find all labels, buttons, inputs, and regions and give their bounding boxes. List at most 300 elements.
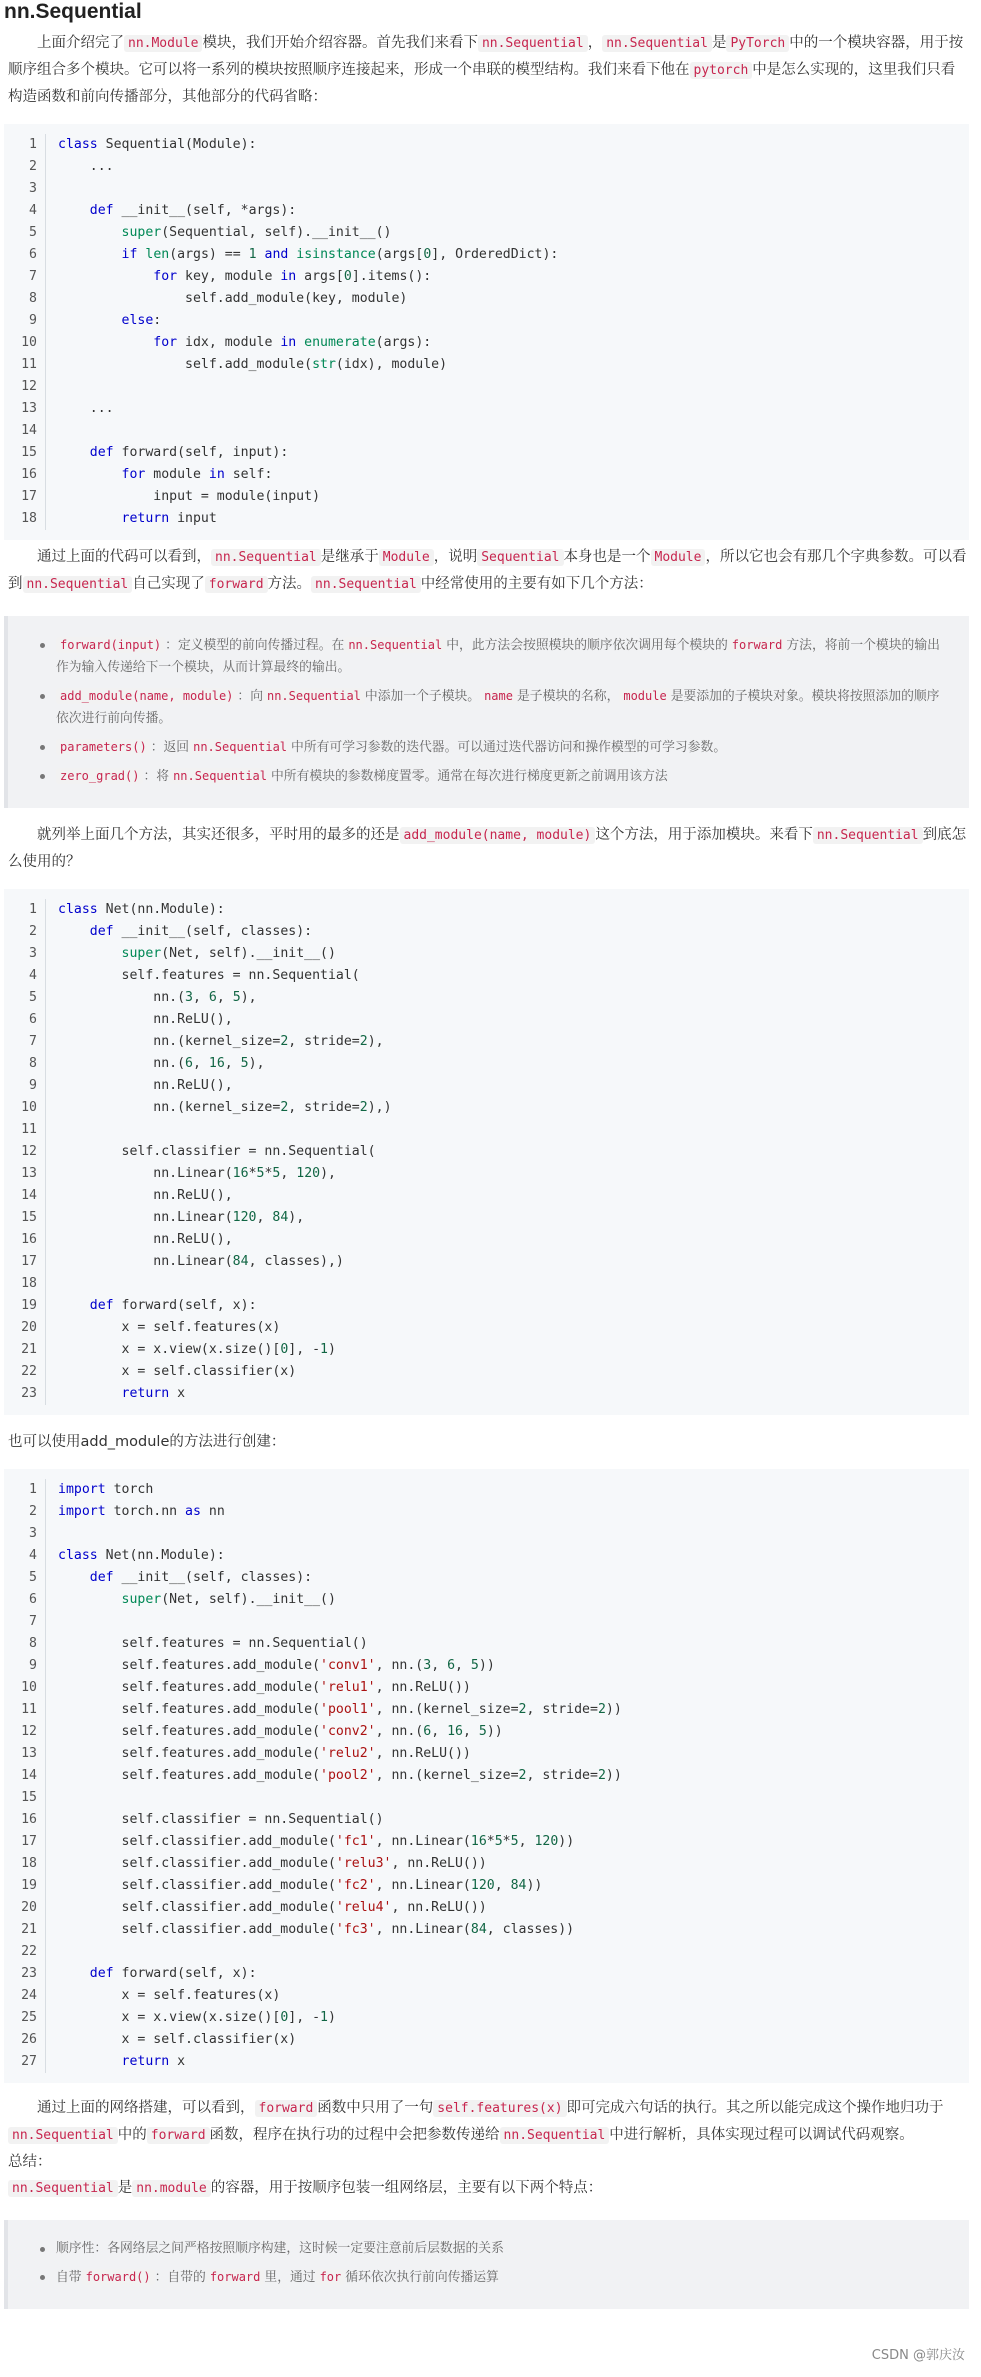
code-line — [4, 1699, 969, 1721]
text: ：返回 — [150, 740, 190, 755]
code-text — [46, 420, 58, 442]
code-block-sequential-source — [4, 124, 969, 540]
line-number: 14 — [4, 1765, 46, 1787]
line-number: 20 — [4, 1897, 46, 1919]
line-number: 17 — [4, 1831, 46, 1853]
line-number: 22 — [4, 1361, 46, 1383]
inline-code: nn.Sequential — [311, 576, 421, 593]
text: 通过上面的网络搭建，可以看到， — [37, 2100, 255, 2116]
code-text: return x — [121, 1386, 186, 1401]
code-text: def __init__(self, classes): — [89, 924, 313, 939]
text: 函数，程序在执行功的过程中会把参数传递给 — [209, 2127, 500, 2143]
line-number: 2 — [4, 1501, 46, 1523]
line-number: 3 — [4, 1523, 46, 1545]
line-number: 13 — [4, 1163, 46, 1185]
line-number: 16 — [4, 464, 46, 486]
line-number: 10 — [4, 1097, 46, 1119]
inline-code: add_module(name, module) — [400, 827, 596, 844]
text: 中进行解析，具体实现过程可以调试代码观察。 — [609, 2127, 914, 2143]
line-number: 23 — [4, 1963, 46, 1985]
text: 自己实现了 — [132, 576, 205, 592]
code-line — [4, 332, 969, 354]
code-text: self.features.add_module('pool2', nn.(kernel_size=2, stride=2)) — [58, 1768, 622, 1783]
line-number: 13 — [4, 398, 46, 420]
inline-code: forward — [206, 2269, 265, 2285]
code-text: x = x.view(x.size()[0], -1) — [58, 2010, 336, 2025]
text: 中的 — [117, 2127, 147, 2143]
code-line — [4, 965, 969, 987]
code-line — [4, 1207, 969, 1229]
inline-code: forward — [728, 637, 787, 653]
code-text: self.classifier.add_module('relu4', nn.ReLU()) — [58, 1900, 487, 1915]
code-line — [4, 1009, 969, 1031]
section-title: nn.Sequential — [4, 0, 142, 23]
text: 方法。 — [267, 576, 312, 592]
inline-code: module — [619, 688, 670, 704]
inline-code: nn.Sequential — [8, 2180, 118, 2197]
line-number: 18 — [4, 1853, 46, 1875]
list-item-add-module — [38, 685, 949, 730]
code-line — [4, 508, 969, 530]
text: 函数中只用了一句 — [317, 2100, 434, 2116]
inline-code: nn.Module — [124, 35, 202, 52]
code-text: super(Net, self).__init__() — [121, 1592, 336, 1607]
code-text: x = self.features(x) — [58, 1988, 281, 2003]
usage-paragraph — [8, 822, 969, 875]
code-line — [4, 178, 969, 200]
line-number: 16 — [4, 1229, 46, 1251]
code-line — [4, 1141, 969, 1163]
line-number: 1 — [4, 134, 46, 156]
code-line — [4, 987, 969, 1009]
code-text: class Net(nn.Module): — [58, 902, 225, 917]
code-line — [4, 1185, 969, 1207]
text: 里，通过 — [264, 2270, 316, 2285]
line-number: 7 — [4, 266, 46, 288]
text: 到底怎么使用的？ — [8, 827, 967, 870]
inline-code: parameters() — [56, 739, 151, 755]
line-number: 12 — [4, 1721, 46, 1743]
line-number: 25 — [4, 2007, 46, 2029]
code-text: return input — [121, 511, 217, 526]
line-number: 14 — [4, 420, 46, 442]
inline-code: PyTorch — [726, 35, 789, 52]
code-line — [4, 1809, 969, 1831]
code-text: self.classifier.add_module('relu3', nn.ReLU()) — [58, 1856, 487, 1871]
inline-code: for — [316, 2269, 346, 2285]
line-number: 7 — [4, 1611, 46, 1633]
code-line — [4, 1589, 969, 1611]
inline-code: Sequential — [477, 549, 563, 566]
code-text: super(Sequential, self).__init__() — [121, 225, 392, 240]
text: 中，此方法会按照模块的顺序依次调用每个模块的 — [446, 638, 728, 653]
code-line — [4, 1479, 969, 1501]
code-text: input = module(input) — [58, 489, 321, 504]
forward-paragraph — [8, 2095, 969, 2149]
line-number: 21 — [4, 1919, 46, 1941]
text: ，说明 — [433, 549, 478, 565]
line-number: 10 — [4, 1677, 46, 1699]
code-text: def forward(self, input): — [89, 445, 289, 460]
code-line — [4, 1633, 969, 1655]
inline-code: nn.Sequential — [169, 768, 271, 784]
line-number: 20 — [4, 1317, 46, 1339]
inline-code: forward(input) — [56, 637, 165, 653]
line-number: 19 — [4, 1875, 46, 1897]
text: 就列举上面几个方法，其实还很多，平时用的最多的还是 — [37, 827, 400, 843]
line-number: 9 — [4, 310, 46, 332]
text: ：将 — [143, 769, 170, 784]
code-text: self.features.add_module('relu2', nn.ReLU()) — [58, 1746, 471, 1761]
list-item-parameters — [38, 736, 949, 759]
line-number: 22 — [4, 1941, 46, 1963]
text: 中添加一个子模块。 — [364, 689, 481, 704]
line-number: 18 — [4, 508, 46, 530]
code-text: self.features = nn.Sequential() — [58, 1636, 368, 1651]
line-number: 12 — [4, 376, 46, 398]
code-text: for module in self: — [121, 467, 273, 482]
code-line — [4, 1339, 969, 1361]
code-line — [4, 1853, 969, 1875]
code-line — [4, 1097, 969, 1119]
code-text: import torch — [58, 1482, 154, 1497]
code-line — [4, 1787, 969, 1809]
text: 的容器，用于按顺序包装一组网络层，主要有以下两个特点： — [210, 2180, 603, 2196]
text: ， — [587, 35, 603, 51]
code-text: self.features.add_module('conv1', nn.(3, 6, 5)) — [58, 1658, 495, 1673]
inline-code: nn.Sequential — [211, 549, 321, 566]
code-line — [4, 1545, 969, 1567]
code-line — [4, 1119, 969, 1141]
code-text: self.features.add_module('relu1', nn.ReLU()) — [58, 1680, 471, 1695]
code-line — [4, 222, 969, 244]
code-text: x = self.features(x) — [58, 1320, 281, 1335]
inline-code: nn.module — [132, 2180, 210, 2197]
code-text: self.classifier.add_module('fc1', nn.Linear(16*5*5, 120)) — [58, 1834, 575, 1849]
line-number: 11 — [4, 1699, 46, 1721]
line-number: 13 — [4, 1743, 46, 1765]
code-line — [4, 134, 969, 156]
text: 循环依次执行前向传播运算 — [345, 2270, 499, 2285]
list-item-order — [38, 2238, 949, 2260]
line-number: 5 — [4, 987, 46, 1009]
text: 自带 — [56, 2270, 82, 2285]
inline-code: nn.Sequential — [23, 576, 133, 593]
code-text: nn.ReLU(), — [58, 1188, 233, 1203]
inline-code: forward() — [82, 2269, 155, 2285]
inline-code: nn.Sequential — [500, 2127, 610, 2144]
code-line — [4, 1295, 969, 1317]
code-text: for idx, module in enumerate(args): — [153, 335, 432, 350]
code-line — [4, 2051, 969, 2073]
inline-code: pytorch — [690, 62, 753, 79]
text: 中的一个模块容器，用于按顺序组合多个模块。它可以将一系列的模块按照顺序连接起来，形成一个串联的模型结构。我们来看下他在 — [8, 35, 964, 78]
code-line — [4, 1765, 969, 1787]
code-line — [4, 1251, 969, 1273]
list-item-forward — [38, 634, 949, 679]
code-text — [46, 1523, 58, 1545]
code-text — [46, 376, 58, 398]
code-line — [4, 156, 969, 178]
line-number: 9 — [4, 1075, 46, 1097]
text: 上面介绍完了 — [37, 35, 124, 51]
inline-code: forward — [255, 2100, 318, 2117]
line-number: 15 — [4, 442, 46, 464]
code-line — [4, 1963, 969, 1985]
code-line — [4, 1743, 969, 1765]
code-text: self.classifier.add_module('fc2', nn.Linear(120, 84)) — [58, 1878, 543, 1893]
code-line — [4, 398, 969, 420]
code-text: ... — [58, 159, 114, 174]
inline-code: Module — [379, 549, 434, 566]
code-text: self.classifier = nn.Sequential( — [58, 1144, 376, 1159]
code-text: nn.(kernel_size=2, stride=2), — [58, 1034, 384, 1049]
code-text: self.classifier = nn.Sequential() — [58, 1812, 384, 1827]
text: 是要添加的子模块对象。模块将按照添加的顺序依次进行前向传播。 — [56, 689, 940, 726]
code-text: x = self.classifier(x) — [58, 1364, 297, 1379]
inline-code: nn.Sequential — [8, 2127, 118, 2144]
code-line — [4, 420, 969, 442]
code-text: return x — [121, 2054, 186, 2069]
code-text: nn.(kernel_size=2, stride=2),) — [58, 1100, 392, 1115]
line-number: 8 — [4, 288, 46, 310]
methods-note — [4, 616, 969, 808]
line-number: 5 — [4, 222, 46, 244]
inline-code: self.features(x) — [433, 2100, 566, 2117]
text: 通过上面的代码可以看到， — [37, 549, 211, 565]
code-line — [4, 1053, 969, 1075]
code-text: super(Net, self).__init__() — [121, 946, 336, 961]
text: 中所有模块的参数梯度置零。通常在每次进行梯度更新之前调用该方法 — [271, 769, 668, 784]
inline-code: nn.Sequential — [344, 637, 446, 653]
code-text: nn.ReLU(), — [58, 1012, 233, 1027]
code-line — [4, 464, 969, 486]
code-line — [4, 1941, 969, 1963]
code-line — [4, 1383, 969, 1405]
code-text: def forward(self, x): — [89, 1298, 257, 1313]
code-text: if len(args) == 1 and isinstance(args[0], OrderedDict): — [121, 247, 559, 262]
code-line — [4, 1721, 969, 1743]
code-text: class Sequential(Module): — [58, 137, 257, 152]
methods-list — [38, 634, 949, 788]
code-line — [4, 1031, 969, 1053]
code-text — [46, 1611, 58, 1633]
code-line — [4, 1501, 969, 1523]
code-text: class Net(nn.Module): — [58, 1548, 225, 1563]
features-list — [38, 2238, 949, 2289]
summary-paragraph — [8, 2175, 969, 2202]
text: 中是怎么实现的，这里我们只看构造函数和前向传播部分，其他部分的代码省略： — [8, 62, 956, 105]
inline-code: zero_grad() — [56, 768, 143, 784]
code-line — [4, 1875, 969, 1897]
code-line — [4, 200, 969, 222]
line-number: 27 — [4, 2051, 46, 2073]
code-line — [4, 1655, 969, 1677]
code-line — [4, 266, 969, 288]
code-text: nn.(3, 6, 5), — [58, 990, 257, 1005]
inline-code: Module — [651, 549, 706, 566]
code-text: def __init__(self, classes): — [89, 1570, 313, 1585]
line-number: 17 — [4, 1251, 46, 1273]
text: 是继承于 — [320, 549, 379, 565]
list-item-zero-grad — [38, 765, 949, 788]
inline-code: nn.Sequential — [263, 688, 365, 704]
code-text: import torch.nn as nn — [58, 1504, 225, 1519]
code-text: nn.Linear(120, 84), — [58, 1210, 305, 1225]
code-text: self.add_module(key, module) — [58, 291, 408, 306]
code-line — [4, 1273, 969, 1295]
line-number: 16 — [4, 1809, 46, 1831]
code-text: self.features.add_module('pool1', nn.(kernel_size=2, stride=2)) — [58, 1702, 622, 1717]
code-text: for key, module in args[0].items(): — [153, 269, 432, 284]
text: 方法，将前一个模块的输出作为输入传递给下一个模块，从而计算最终的输出。 — [56, 638, 940, 675]
line-number: 19 — [4, 1295, 46, 1317]
line-number: 9 — [4, 1655, 46, 1677]
text: ：向 — [237, 689, 263, 704]
code-text — [46, 1273, 58, 1295]
code-line — [4, 899, 969, 921]
code-line — [4, 1361, 969, 1383]
line-number: 8 — [4, 1633, 46, 1655]
code-line — [4, 1985, 969, 2007]
code-block-net-sequential — [4, 889, 969, 1415]
line-number: 24 — [4, 1985, 46, 2007]
list-item-builtin-forward — [38, 2266, 949, 2289]
text: 是子模块的名称， — [516, 689, 620, 704]
code-text — [46, 178, 58, 200]
line-number: 11 — [4, 1119, 46, 1141]
line-number: 4 — [4, 1545, 46, 1567]
line-number: 3 — [4, 943, 46, 965]
line-number: 21 — [4, 1339, 46, 1361]
line-number: 26 — [4, 2029, 46, 2051]
line-number: 14 — [4, 1185, 46, 1207]
code-line — [4, 354, 969, 376]
text: ，所以它也会有那几个字典参数。可以看到 — [8, 549, 967, 592]
inline-code: add_module(name, module) — [56, 688, 237, 704]
line-number: 6 — [4, 1589, 46, 1611]
code-line — [4, 943, 969, 965]
inline-code: nn.Sequential — [602, 35, 712, 52]
line-number: 4 — [4, 200, 46, 222]
text: ：定义模型的前向传播过程。在 — [165, 638, 345, 653]
line-number: 8 — [4, 1053, 46, 1075]
line-number: 2 — [4, 921, 46, 943]
code-line — [4, 1677, 969, 1699]
code-line — [4, 1075, 969, 1097]
code-line — [4, 310, 969, 332]
line-number: 2 — [4, 156, 46, 178]
code-text: self.features.add_module('conv2', nn.(6, 16, 5)) — [58, 1724, 503, 1739]
intro-paragraph — [8, 30, 969, 110]
line-number: 7 — [4, 1031, 46, 1053]
code-text: nn.Linear(16*5*5, 120), — [58, 1166, 336, 1181]
explanation-paragraph — [8, 544, 969, 598]
line-number: 6 — [4, 244, 46, 266]
text: 是 — [711, 35, 727, 51]
code-line — [4, 376, 969, 398]
line-number: 6 — [4, 1009, 46, 1031]
code-text: x = x.view(x.size()[0], -1) — [58, 1342, 336, 1357]
line-number: 17 — [4, 486, 46, 508]
code-line — [4, 1523, 969, 1545]
line-number: 3 — [4, 178, 46, 200]
code-line — [4, 244, 969, 266]
line-number: 15 — [4, 1207, 46, 1229]
code-line — [4, 921, 969, 943]
inline-code: nn.Sequential — [478, 35, 588, 52]
summary-label: 总结： — [8, 2154, 52, 2170]
code-line — [4, 2007, 969, 2029]
text: ：自带的 — [154, 2270, 206, 2285]
text: 这个方法，用于添加模块。来看下 — [595, 827, 813, 843]
code-line — [4, 2029, 969, 2051]
code-text: self.classifier.add_module('fc3', nn.Linear(84, classes)) — [58, 1922, 575, 1937]
text: 即可完成六句话的执行。其之所以能完成这个操作地归功于 — [566, 2100, 944, 2116]
code-text — [46, 1787, 58, 1809]
code-line — [4, 1229, 969, 1251]
line-number: 18 — [4, 1273, 46, 1295]
inline-code: forward — [147, 2127, 210, 2144]
inline-code: nn.Sequential — [189, 739, 291, 755]
code-text — [46, 1119, 58, 1141]
line-number: 12 — [4, 1141, 46, 1163]
code-line — [4, 1567, 969, 1589]
code-text: x = self.classifier(x) — [58, 2032, 297, 2047]
code-text: nn.ReLU(), — [58, 1078, 233, 1093]
code-text: def forward(self, x): — [89, 1966, 257, 1981]
code-line — [4, 1831, 969, 1853]
text: 中所有可学习参数的迭代器。可以通过迭代器访问和操作模型的可学习参数。 — [291, 740, 727, 755]
code-text: ... — [58, 401, 114, 416]
code-line — [4, 1611, 969, 1633]
text: 模块，我们开始介绍容器。首先我们来看下 — [202, 35, 478, 51]
code-text: self.add_module(str(idx), module) — [58, 357, 448, 372]
code-text: nn.Linear(84, classes),) — [58, 1254, 344, 1269]
code-line — [4, 1897, 969, 1919]
code-text: nn.ReLU(), — [58, 1232, 233, 1247]
code-text: nn.(6, 16, 5), — [58, 1056, 265, 1071]
text: 是 — [117, 2180, 133, 2196]
code-text: self.features = nn.Sequential( — [58, 968, 360, 983]
line-number: 10 — [4, 332, 46, 354]
line-number: 1 — [4, 899, 46, 921]
watermark: CSDN @郭庆汝 — [871, 2348, 965, 2363]
code-line — [4, 442, 969, 464]
inline-code: forward — [205, 576, 268, 593]
line-number: 5 — [4, 1567, 46, 1589]
line-number: 4 — [4, 965, 46, 987]
code-text: else: — [121, 313, 162, 328]
code-line — [4, 486, 969, 508]
add-module-intro: 也可以使用add_module的方法进行创建： — [8, 1434, 286, 1450]
text: 中经常使用的主要有如下几个方法： — [420, 576, 653, 592]
inline-code: nn.Sequential — [813, 827, 923, 844]
text: 本身也是一个 — [563, 549, 651, 565]
inline-code: name — [480, 688, 517, 704]
code-line — [4, 1317, 969, 1339]
line-number: 15 — [4, 1787, 46, 1809]
code-line — [4, 288, 969, 310]
line-number: 11 — [4, 354, 46, 376]
code-text — [46, 1941, 58, 1963]
text: 顺序性：各网络层之间严格按照顺序构建，这时候一定要注意前后层数据的关系 — [56, 2241, 504, 2256]
features-note — [4, 2220, 969, 2309]
code-text: def __init__(self, *args): — [89, 203, 297, 218]
line-number: 23 — [4, 1383, 46, 1405]
line-number: 1 — [4, 1479, 46, 1501]
code-line — [4, 1919, 969, 1941]
